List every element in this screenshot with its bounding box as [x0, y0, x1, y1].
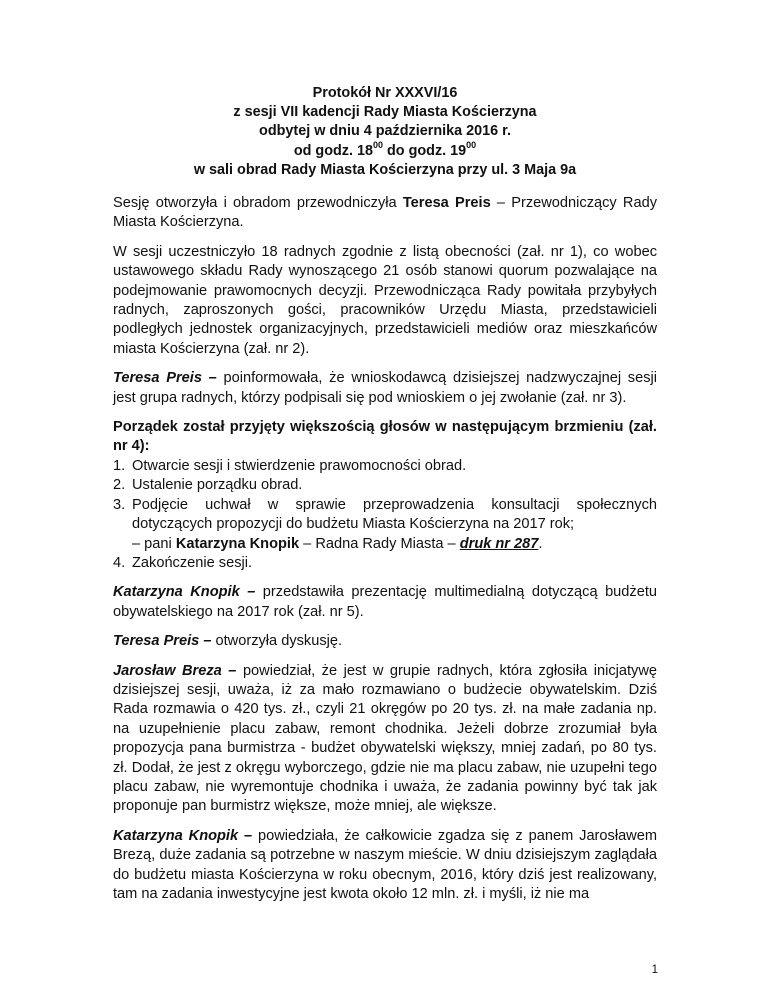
hours-to: do godz. 19: [383, 142, 467, 159]
statement-text: otworzyła dyskusję.: [211, 633, 343, 650]
sub-role: – Radna Rady Miasta –: [299, 535, 460, 552]
document-body: [113, 84, 657, 904]
agenda-heading: [113, 418, 657, 457]
chair-name: Teresa Preis: [402, 195, 491, 212]
agenda-item-number: 1.: [113, 457, 126, 474]
hours-to-minutes: 00: [466, 139, 477, 150]
page-number: 1: [651, 964, 658, 976]
agenda-section: [113, 418, 657, 573]
protocol-header: [113, 84, 657, 180]
attendance-paragraph: W sesji uczestniczyło 18 radnych zgodnie z listą obecności (zał. nr 1), co wobec ustawowego składu Rady wynoszącego 21 osób stanowi quorum pozwalające na podejmowanie prawomocnych decyzji. Przewodnicząca Rady powitała przybyłych radnych, zaproszonych gości, pracowników Urzędu Miasta, przedstawicieli podległych jednostek organizacyjnych, przedstawicieli mediów oraz mieszkańców miasta Kościerzyna (zał. nr 2).: [113, 243, 657, 357]
session-info: z sesji VII kadencji Rady Miasta Kościerzyna: [233, 104, 537, 121]
agenda-list: [113, 457, 657, 573]
print-number-link[interactable]: druk nr 287: [459, 535, 539, 552]
chair-title: – Przewodniczący Rady Miasta Kościerzyna.: [113, 195, 657, 231]
sub-suffix: .: [538, 535, 543, 552]
hours-from-minutes: 00: [372, 139, 383, 150]
statement-preis-2: [113, 632, 657, 651]
agenda-item: [113, 554, 657, 573]
agenda-heading-text: Porządek został przyjęty większością głosów w następującym brzmieniu (zał. nr 4):: [113, 419, 657, 455]
agenda-item: [113, 457, 657, 476]
session-location: w sali obrad Rady Miasta Kościerzyna przy ul. 3 Maja 9a: [193, 161, 577, 178]
statement-text: powiedział, że jest w grupie radnych, która zgłosiła inicjatywę dzisiejszej sesji, uważa, iż za mało rozmawiano o budżecie obywatelskim. Dziś Rada rozmawia o 420 tys. zł., czyli 21 okręgów po 20 tys. zł. na małe zadania np. na uzupełnienie placu zabaw, remont chodnika. Jeżeli dobrze zrozumiał była propozycja pana burmistrza - budżet obywatelski większy, mniej zadań, po 80 tys. zł. Dodał, że jest z okręgu wyborczego, gdzie nie ma placu zabaw, nie uzupełni tego placu zabaw, nie wyremontuje chodnika i uważa, że zadania powinny być tak jak proponuje pan burmistrz większe, może mniej, ale większe.: [113, 662, 657, 815]
statement-preis-1: [113, 369, 657, 408]
speaker-name: Teresa Preis –: [113, 633, 212, 650]
statement-knopik-1: [113, 583, 657, 622]
statement-text: przedstawiła prezentację multimedialną dotyczącą budżetu obywatelskiego na 2017 rok (zał. nr 5).: [113, 584, 657, 620]
opening-text: Sesję otworzyła i obradom przewodniczyła: [113, 195, 403, 212]
statement-breza: [113, 662, 657, 817]
hours-from: od godz. 18: [293, 142, 373, 159]
speaker-name: Katarzyna Knopik –: [113, 584, 256, 601]
agenda-item-text: Ustalenie porządku obrad.: [132, 477, 303, 494]
sub-prefix: – pani: [132, 535, 176, 552]
sub-presenter: Katarzyna Knopik: [175, 535, 300, 552]
agenda-item-number: 2.: [113, 477, 126, 494]
agenda-item-text: Podjęcie uchwał w sprawie przeprowadzenia konsultacji społecznych dotyczących propozycji do budżetu Miasta Kościerzyna na 2017 rok;: [132, 496, 657, 533]
agenda-item: [113, 476, 657, 495]
statement-text: poinformowała, że wnioskodawcą dzisiejszej nadzwyczajnej sesji jest grupa radnych, którzy podpisali się pod wnioskiem o jej zwołanie (zał. nr 3).: [113, 370, 657, 406]
session-date: odbytej w dniu 4 października 2016 r.: [259, 123, 511, 140]
agenda-item-number: 3.: [113, 496, 126, 513]
statement-knopik-2: [113, 827, 657, 905]
opening-paragraph: [113, 194, 657, 233]
speaker-name: Katarzyna Knopik –: [113, 827, 253, 844]
agenda-item-text: Zakończenie sesji.: [132, 554, 253, 571]
protocol-number: Protokół Nr XXXVI/16: [312, 85, 458, 101]
session-hours: [113, 139, 657, 161]
speaker-name: Teresa Preis –: [113, 370, 217, 387]
agenda-item: [113, 496, 657, 554]
speaker-name: Jarosław Breza –: [113, 662, 237, 679]
agenda-sub-item: [132, 535, 657, 554]
agenda-item-number: 4.: [113, 554, 126, 571]
agenda-item-text: Otwarcie sesji i stwierdzenie prawomocności obrad.: [132, 457, 467, 474]
statement-text: powiedziała, że całkowicie zgadza się z panem Jarosławem Brezą, duże zadania są potrzebne w naszym mieście. W dniu dzisiejszym zaglądała do budżetu miasta Kościerzyna w roku obecnym, 2016, który dziś jest realizowany, tam na zadania inwestycyjne jest kwota około 12 mln. zł. i myśli, iż nie ma: [113, 827, 657, 903]
